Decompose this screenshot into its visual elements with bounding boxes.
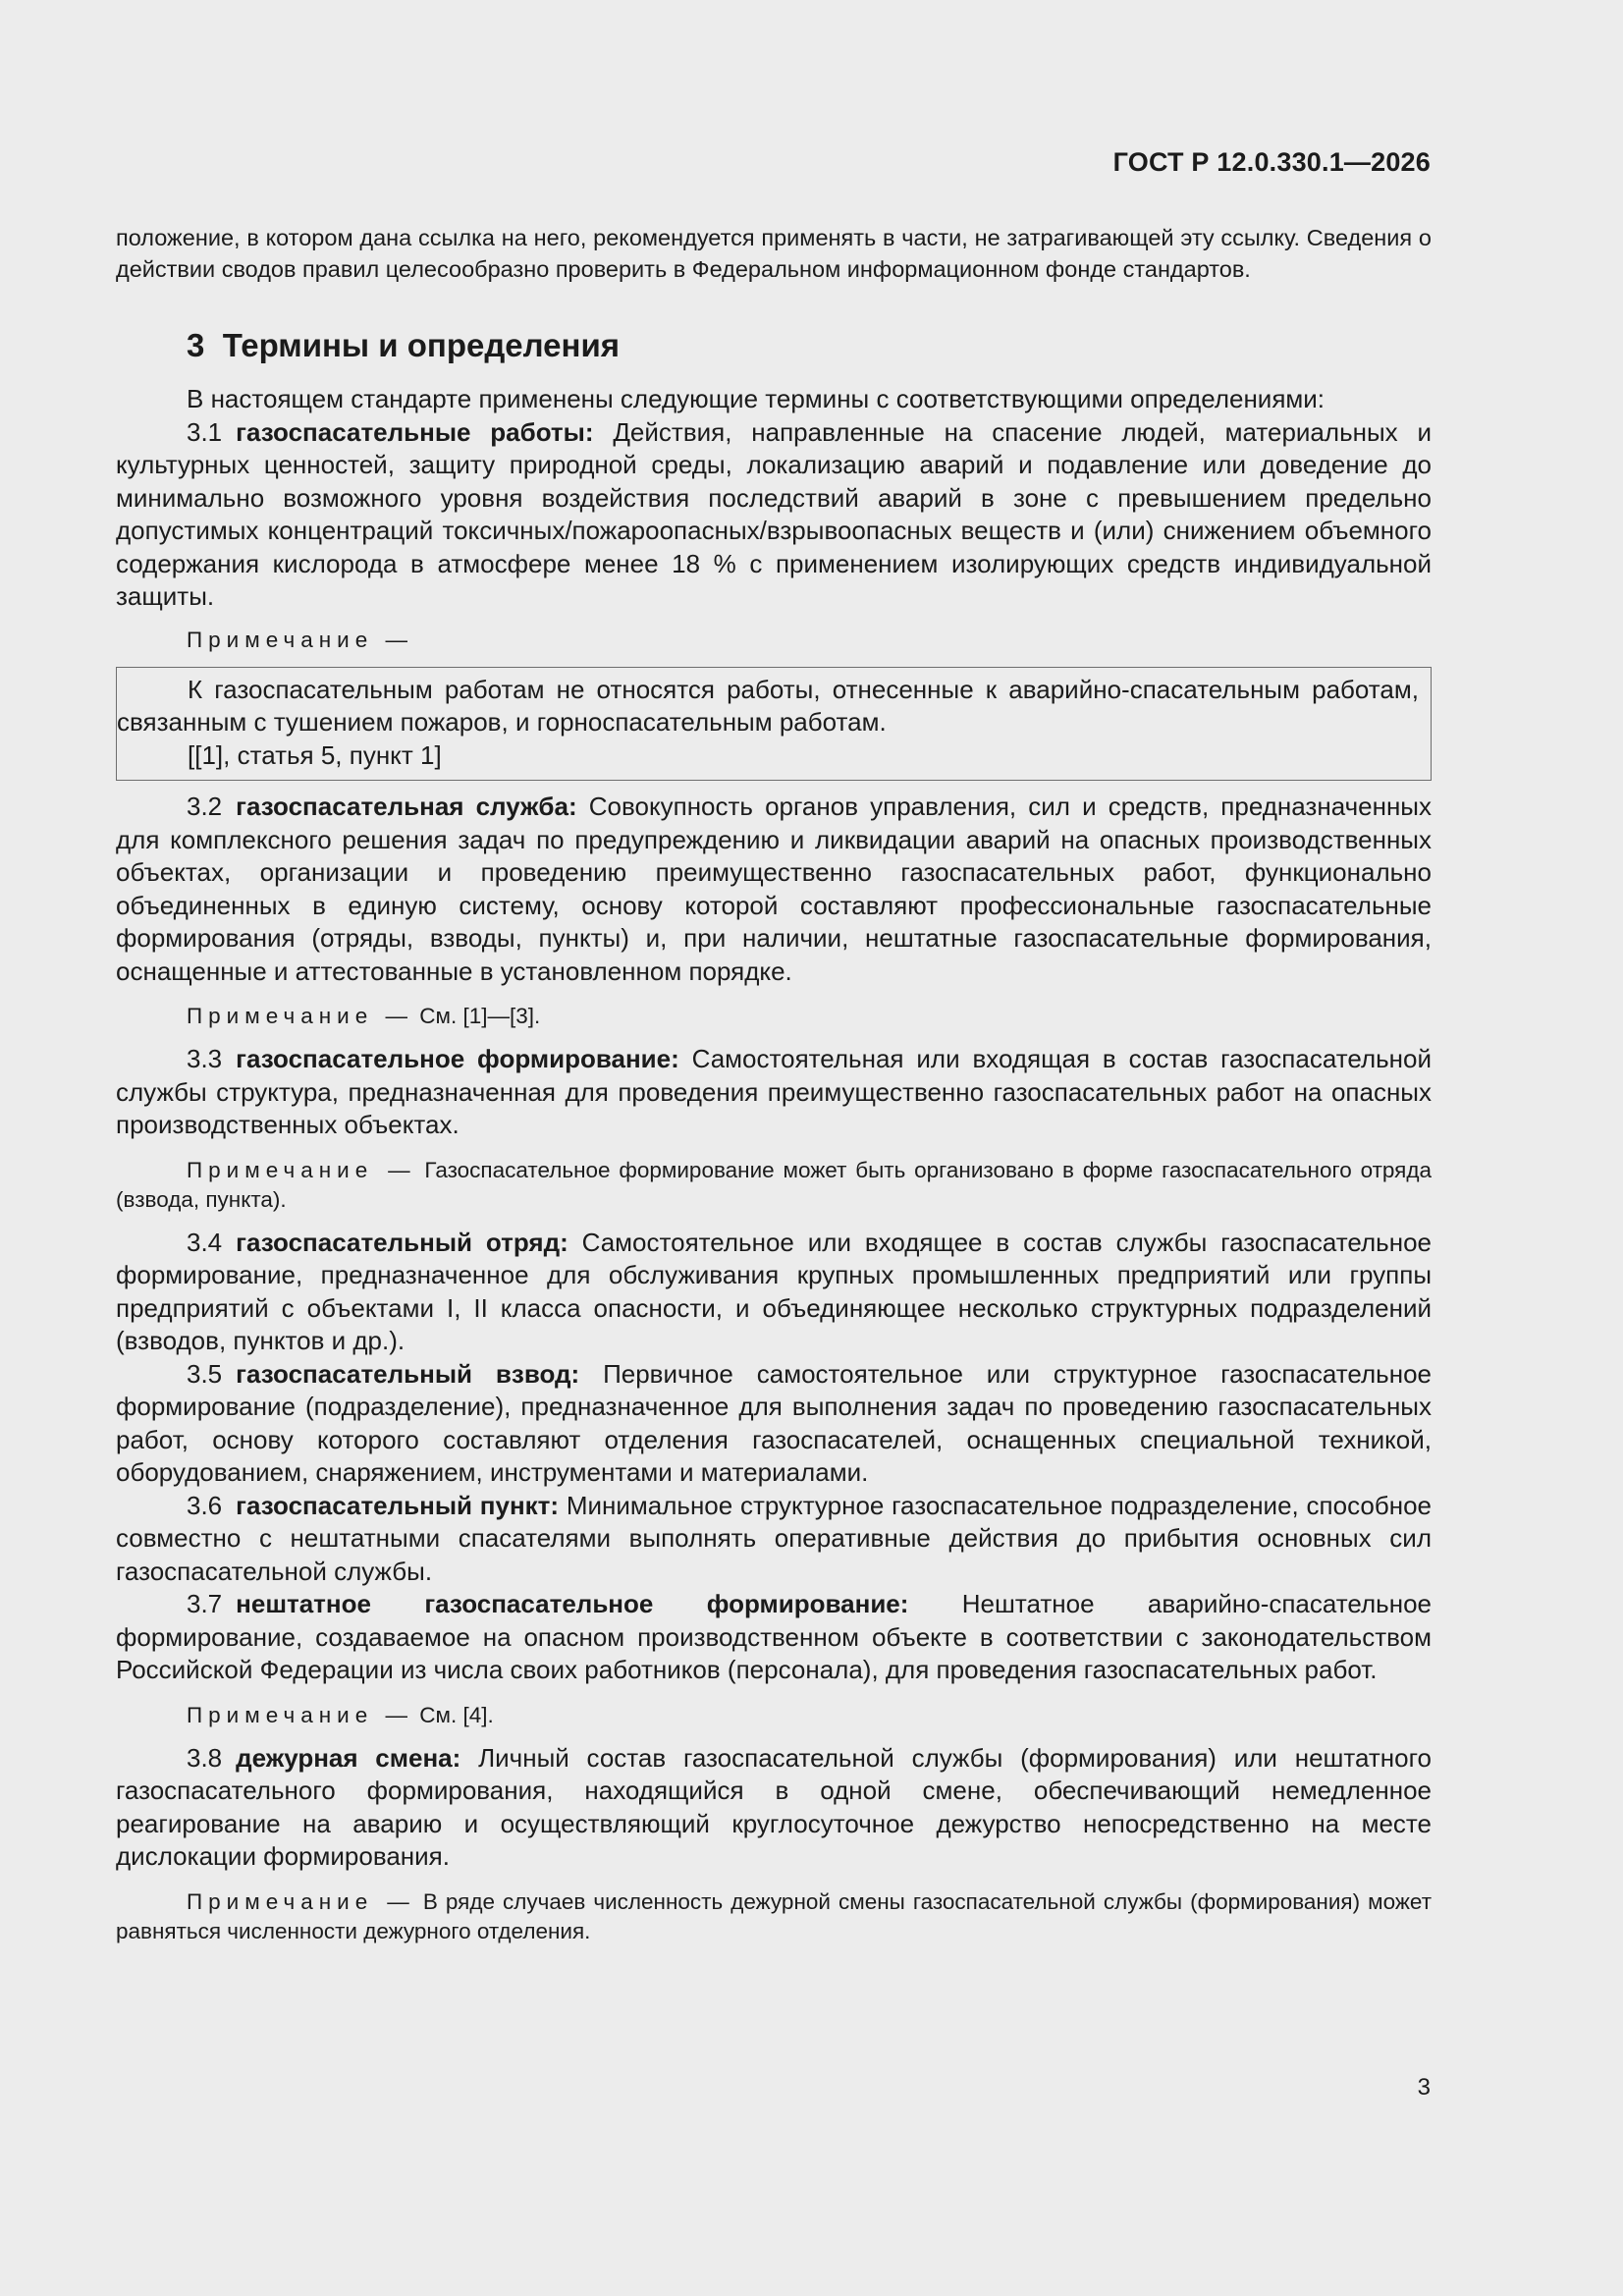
term-3-2-note	[116, 1002, 1432, 1031]
term-3-3-note	[116, 1156, 1432, 1215]
term-name: газоспасательный взвод:	[236, 1358, 580, 1389]
term-3-6	[116, 1490, 1432, 1589]
term-definition: Нештатное аварийно-спасательное формирование, создаваемое на опасном производственном объекте в соответствии с законодательством Российской Федерации из числа своих работников (персонала), для проведения газоспасательных работ.	[116, 1589, 1432, 1684]
term-definition: Самостоятельная или входящая в состав газоспасательной службы структура, предназначенная для проведения преимущественно газоспасательных работ на опасных производственных объектах.	[116, 1044, 1432, 1139]
note-label: Примечание —	[187, 1888, 415, 1914]
term-3-8	[116, 1742, 1432, 1874]
document-id-header: ГОСТ Р 12.0.330.1—2026	[1112, 147, 1431, 177]
note-text: Газоспасательное формирование может быть организовано в форме газоспасательного отряда (взвода, пункта).	[116, 1157, 1432, 1212]
term-definition: Первичное самостоятельное или структурное газоспасательное формирование (подразделение), предназначенное для выполнения задач по проведению газоспасательных работ, основу которого составляют отделения газоспасателей, оснащенных специальной техникой, оборудованием, снаряжением, инструментами и материалами.	[116, 1358, 1432, 1487]
page-number: 3	[1417, 2074, 1431, 2101]
boxed-note-text: К газоспасательным работам не относятся работы, отнесенные к аварийно-спасательным работам, связанным с тушением пожаров, и горноспасательным работам.	[117, 674, 1419, 737]
section-number: 3	[187, 327, 205, 363]
term-3-1	[116, 416, 1432, 614]
note-label: Примечание —	[187, 1157, 416, 1182]
term-number: 3.1	[187, 416, 223, 447]
term-name: газоспасательные работы:	[236, 416, 594, 447]
note-text: См. [1]—[3].	[419, 1004, 541, 1028]
term-3-5	[116, 1358, 1432, 1490]
intro-continuation: положение, в котором дана ссылка на него, рекомендуется применять в части, не затрагивающей эту ссылку. Сведения о действии сводов правил целесообразно проверить в Федеральном информационном фонде стандартов.	[116, 225, 1432, 282]
term-number: 3.3	[187, 1044, 223, 1073]
term-name: газоспасательное формирование:	[236, 1044, 679, 1073]
section-lead: В настоящем стандарте применены следующие термины с соответствующими определениями:	[187, 384, 1325, 413]
term-number: 3.7	[187, 1589, 223, 1618]
section-heading: Термины и определения	[222, 327, 620, 363]
term-3-4	[116, 1227, 1432, 1358]
term-name: газоспасательная служба:	[236, 792, 577, 821]
term-number: 3.6	[187, 1490, 223, 1520]
term-3-7-note	[116, 1701, 1432, 1730]
term-definition: Личный состав газоспасательной службы (формирования) или нештатного газоспасательного формирования, находящийся в одной смене, обеспечивающий немедленное реагирование на аварию и осуществляющий круглосуточное дежурство непосредственно на месте дислокации формирования.	[116, 1742, 1432, 1871]
term-name: газоспасательный отряд:	[236, 1227, 568, 1257]
term-number: 3.5	[187, 1358, 223, 1389]
term-name: газоспасательный пункт:	[236, 1490, 560, 1520]
term-name: нештатное газоспасательное формирование:	[236, 1589, 909, 1618]
note-label: Примечание —	[187, 1004, 413, 1028]
term-3-1-note	[116, 626, 1432, 655]
note-text: В ряде случаев численность дежурной смены газоспасательной службы (формирования) может равняться численности дежурного отделения.	[116, 1888, 1432, 1943]
term-name: дежурная смена:	[236, 1742, 461, 1773]
term-3-1-boxed-note	[116, 667, 1432, 782]
term-number: 3.4	[187, 1227, 223, 1257]
term-number: 3.2	[187, 792, 223, 821]
term-3-2	[116, 791, 1432, 988]
term-definition: Минимальное структурное газоспасательное подразделение, способное совместно с нештатными спасателями выполнять оперативные действия до прибытия основных сил газоспасательной службы.	[116, 1490, 1432, 1586]
boxed-note-reference: [[1], статья 5, пункт 1]	[188, 739, 442, 770]
note-text: См. [4].	[419, 1702, 494, 1727]
section-title	[116, 326, 1432, 365]
term-3-8-note	[116, 1887, 1432, 1946]
term-number: 3.8	[187, 1742, 223, 1773]
term-3-3	[116, 1043, 1432, 1142]
note-label: Примечание —	[187, 627, 413, 652]
term-definition: Действия, направленные на спасение людей, материальных и культурных ценностей, защиту природной среды, локализацию аварий и подавление или доведение до минимально возможного уровня воздействия последствий аварий в зоне с превышением предельно допустимых концентраций токсичных/пожароопасных/взрывоопасных веществ и (или) снижением объемного содержания кислорода в атмосфере менее 18 % с применением изолирующих средств индивидуальной защиты.	[116, 416, 1432, 611]
term-3-7	[116, 1588, 1432, 1687]
page-content	[116, 222, 1432, 1946]
term-definition: Совокупность органов управления, сил и средств, предназначенных для комплексного решения задач по предупреждению и ликвидации аварий на опасных производственных объектах, организации и проведению преимущественно газоспасательных работ, функционально объединенных в единую систему, основу которой составляют профессиональные газоспасательные формирования (отряды, взводы, пункты) и, при наличии, нештатные газоспасательные формирования, оснащенные и аттестованные в установленном порядке.	[116, 792, 1432, 986]
note-label: Примечание —	[187, 1702, 413, 1727]
term-definition: Самостоятельное или входящее в состав службы газоспасательное формирование, предназначенное для обслуживания крупных промышленных предприятий или группы предприятий с объектами I, II класса опасности, и объединяющее несколько структурных подразделений (взводов, пунктов и др.).	[116, 1227, 1433, 1355]
